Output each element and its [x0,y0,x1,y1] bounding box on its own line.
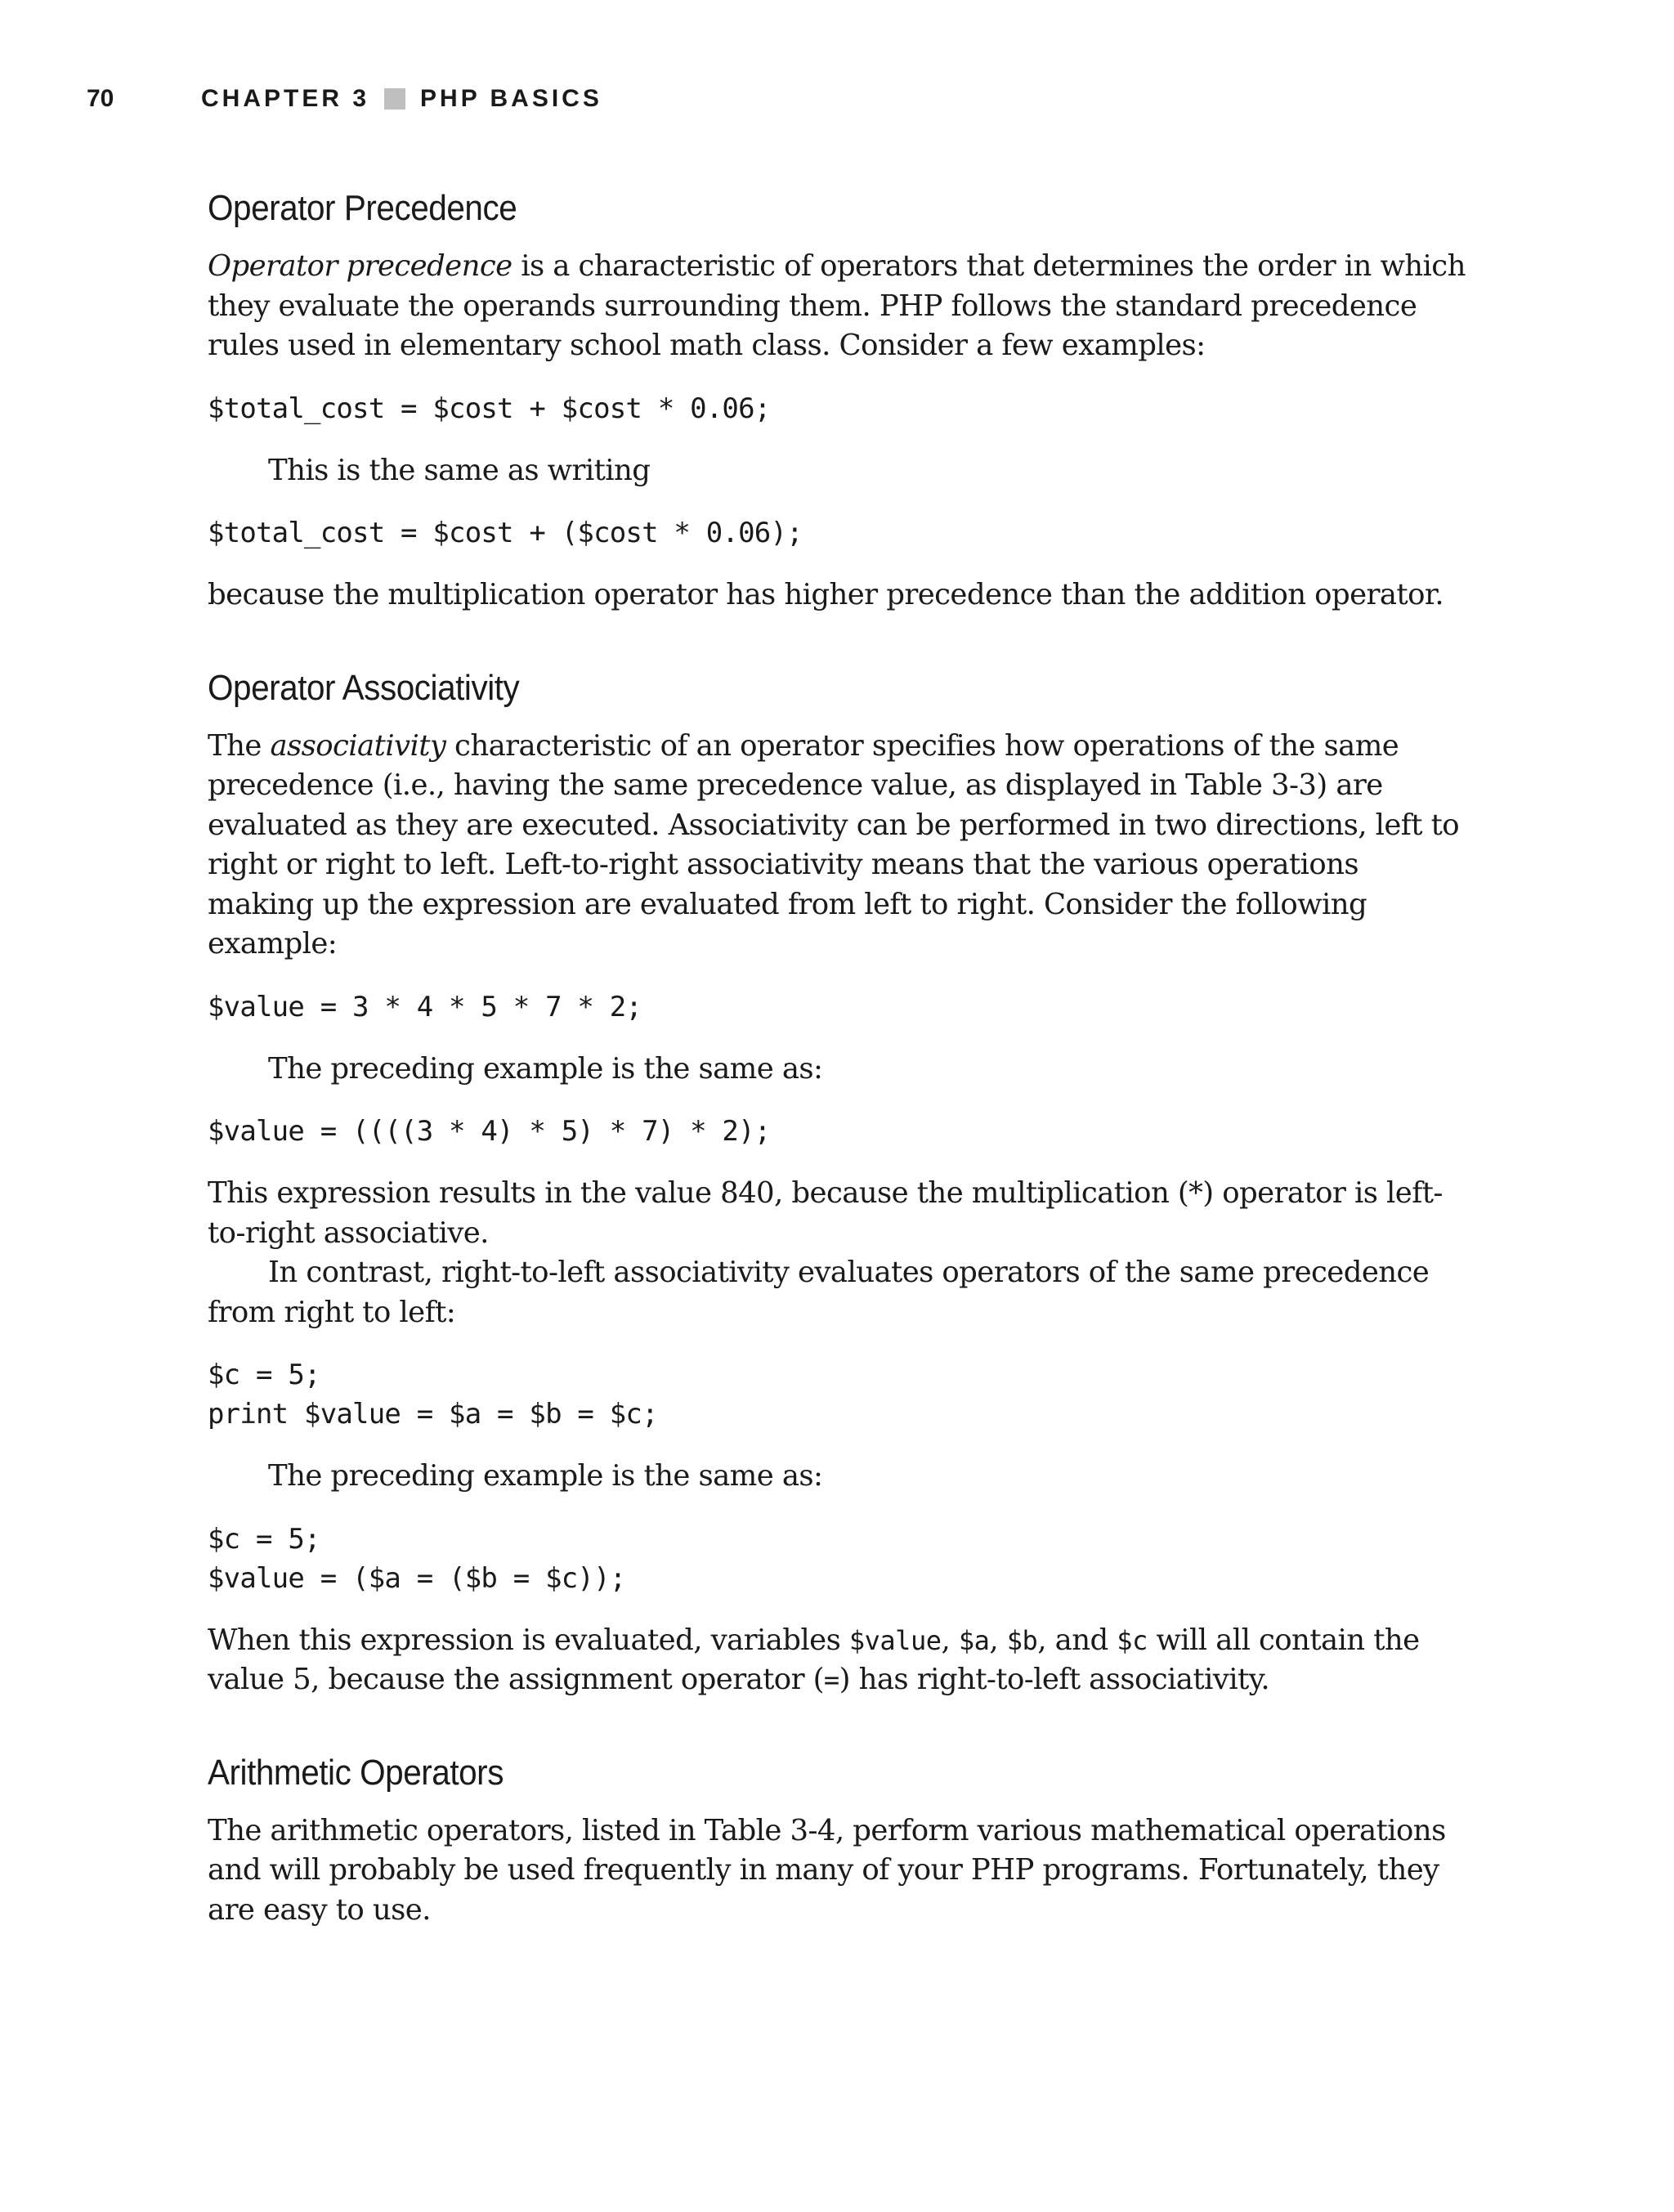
paragraph-text: , [941,1623,959,1657]
paragraph-text: ) has right-to-left associativity. [839,1663,1270,1696]
inline-code: $value [848,1624,942,1656]
page-content [208,188,1466,1930]
paragraph: The preceding example is the same as: [268,1051,823,1086]
paragraph-text: The [208,728,271,763]
emphasis-term: Operator precedence [208,249,512,283]
paragraph: The arithmetic operators, listed in Table 3-4, perform various mathematical operations and will probably be used frequently in many of your PHP programs. Fortunately, they are easy to use. [208,1813,1446,1927]
page-number: 70 [87,85,114,112]
section-heading-operator-precedence: Operator Precedence [208,188,517,228]
paragraph: The preceding example is the same as: [268,1459,823,1493]
code-block: $total_cost = $cost + ($cost * 0.06); [208,517,803,549]
paragraph [208,1621,1466,1700]
section-label: PHP BASICS [420,85,602,112]
inline-code: = [823,1664,839,1695]
inline-code: $b [1006,1624,1038,1656]
section-heading-arithmetic-operators: Arithmetic Operators [208,1752,504,1793]
paragraph-text: will all contain the value 5, because the assignment operator ( [208,1623,1420,1696]
code-block: $c = 5; $value = ($a = ($b = $c)); [208,1522,626,1595]
paragraph-text: When this expression is evaluated, variables [208,1623,849,1657]
code-block: $total_cost = $cost + $cost * 0.06; [208,392,771,425]
emphasis-term: associativity [270,728,446,763]
paragraph-text: , and [1037,1623,1117,1657]
paragraph: This is the same as writing [268,453,651,487]
code-block: $value = ((((3 * 4) * 5) * 7) * 2); [208,1115,771,1148]
running-head [201,85,602,113]
chapter-label: CHAPTER 3 [201,85,370,112]
page-header [87,78,602,119]
separator-square-icon [384,88,405,110]
paragraph-text: characteristic of an operator specifies how operations of the same precedence (i.e., having the same precedence value, as displayed in Table 3-3) are evaluated as they are executed. Associativity can be performed in two directions, left to right or right to left. Left-to-right associativity means that the various operations making up the expression are evaluated from left to right. Consider the following example: [208,728,1460,960]
paragraph: This expression results in the value 840, because the multiplication (*) operator is left-to-right associative. [208,1176,1443,1250]
inline-code: $c [1117,1624,1148,1656]
paragraph: because the multiplication operator has higher precedence than the addition operator. [208,578,1444,611]
section-heading-operator-associativity: Operator Associativity [208,667,520,708]
paragraph [208,247,1466,366]
paragraph: In contrast, right-to-left associativity evaluates operators of the same precedence from right to left: [208,1256,1430,1329]
code-block: $value = 3 * 4 * 5 * 7 * 2; [208,990,642,1023]
paragraph-text: , [989,1623,1007,1657]
paragraph [208,727,1466,965]
paragraph-text: is a characteristic of operators that determines the order in which they evaluate the operands surrounding them. PHP follows the standard precedence rules used in elementary school math class. Consider a few examples: [208,249,1466,362]
code-block: $c = 5; print $value = $a = $b = $c; [208,1359,658,1431]
inline-code: $a [958,1624,990,1656]
